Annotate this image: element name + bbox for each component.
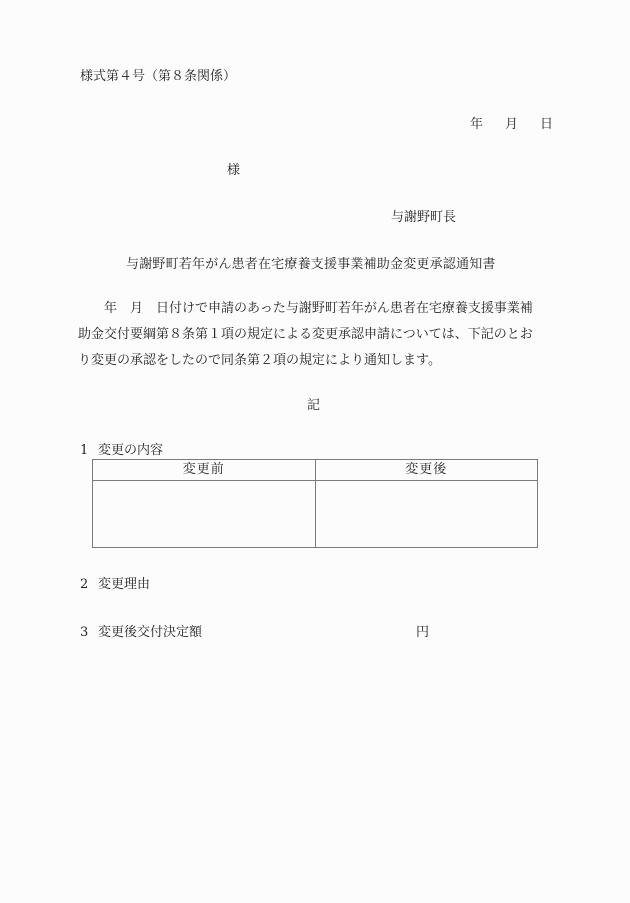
section-label: 変更後交付決定額 <box>98 625 203 640</box>
body-line: り変更の承認をしたので同条第２項の規定により通知します。 <box>78 353 441 368</box>
section-change-reason <box>80 577 150 593</box>
body-paragraph <box>78 296 554 374</box>
section-grant-amount <box>80 625 202 641</box>
form-number: 様式第４号（第８条関係） <box>80 69 237 84</box>
addressee-suffix: 様 <box>227 163 241 178</box>
issuer-name: 与謝野町長 <box>391 210 457 225</box>
before-change-cell <box>93 481 316 548</box>
section-number: 3 <box>80 625 89 640</box>
body-line: 助金交付要綱第８条第１項の規定による変更承認申請については、下記のとお <box>78 327 533 342</box>
yen-unit: 円 <box>416 625 430 640</box>
after-change-cell <box>315 481 538 548</box>
section-label: 変更理由 <box>98 577 151 592</box>
section-number: 1 <box>80 443 89 458</box>
day-label: 日 <box>540 117 554 132</box>
month-label: 月 <box>505 117 519 132</box>
change-content-table <box>92 459 538 548</box>
header-before-change: 変更前 <box>93 460 316 481</box>
header-after-change: 変更後 <box>315 460 538 481</box>
date-line <box>470 117 553 133</box>
section-change-content <box>80 443 163 459</box>
section-number: 2 <box>80 577 89 592</box>
table-row <box>93 481 538 548</box>
year-label: 年 <box>470 117 484 132</box>
table-header-row <box>93 460 538 481</box>
section-label: 変更の内容 <box>98 443 164 458</box>
ki-heading: 記 <box>307 398 321 413</box>
document-title: 与謝野町若年がん患者在宅療養支援事業補助金変更承認通知書 <box>126 257 496 272</box>
body-line: 年 月 日付けで申請のあった与謝野町若年がん患者在宅療養支援事業補 <box>78 301 533 316</box>
